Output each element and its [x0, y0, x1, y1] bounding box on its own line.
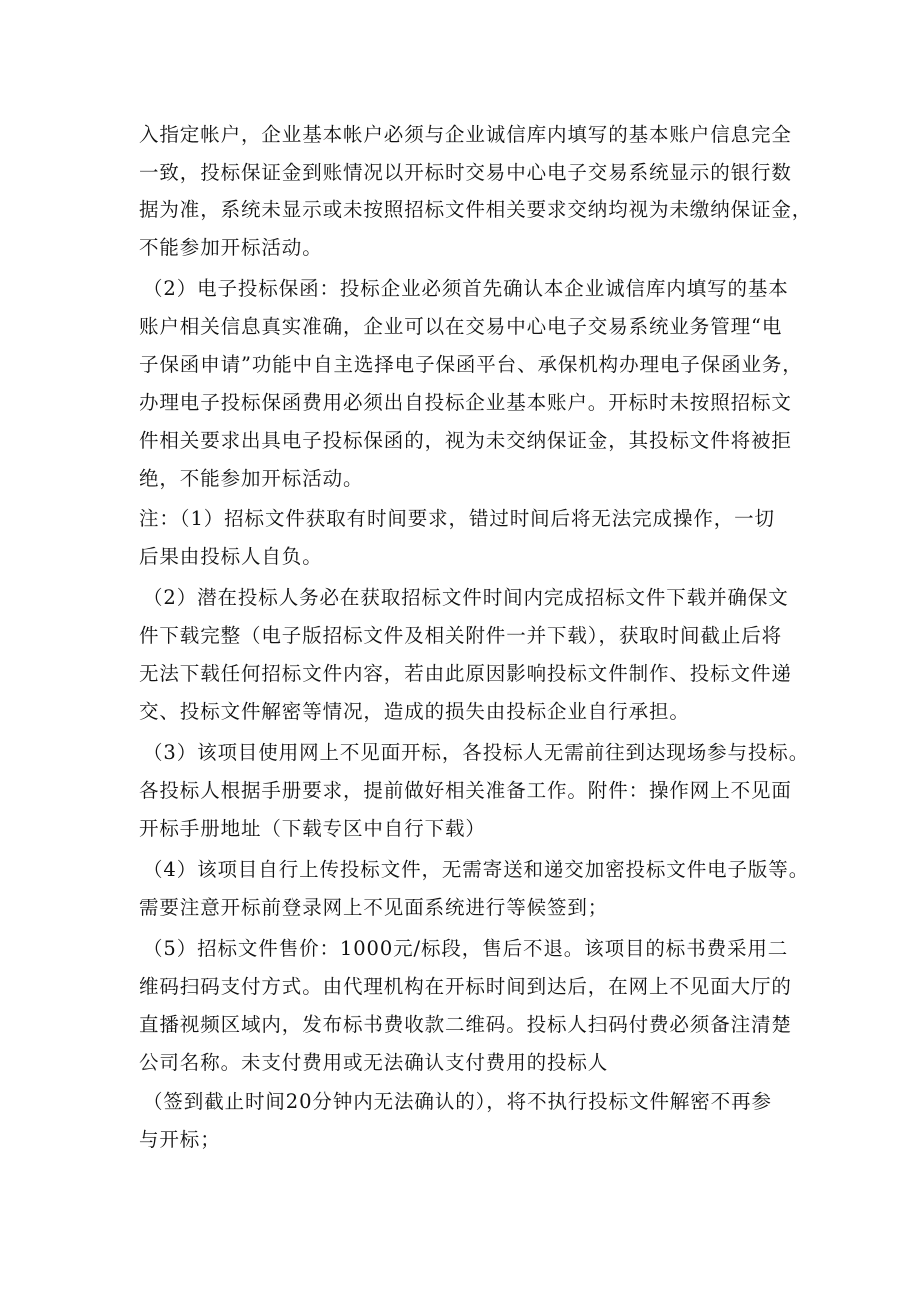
text-line: （签到截止时间20分钟内无法确认的），将不执行投标文件解密不再参 [143, 1090, 772, 1113]
text-line: 据为准，系统未显示或未按照招标文件相关要求交纳均视为未缴纳保证金， [139, 198, 813, 221]
text-line: （3）该项目使用网上不见面开标，各投标人无需前往到达现场参与投标。 [143, 741, 810, 764]
text-line: 一致，投标保证金到账情况以开标时交易中心电子交易系统显示的银行数 [139, 161, 792, 184]
text-line: 开标手册地址（下载专区中自行下载） [139, 817, 486, 840]
text-line: 入指定帐户，企业基本帐户必须与企业诚信库内填写的基本账户信息完全 [139, 123, 792, 146]
text-line: （2）电子投标保函：投标企业必须首先确认本企业诚信库内填写的基本 [143, 277, 789, 300]
text-line: 件下载完整（电子版招标文件及相关附件一并下载），获取时间截止后将 [139, 624, 783, 647]
text-line: 无法下载任何招标文件内容，若由此原因影响投标文件制作、投标文件递 [139, 662, 792, 685]
text-line: 子保函申请”功能中自主选择电子保函平台、承保机构办理电子保函业务， [139, 353, 803, 376]
text-line: 绝，不能参加开标活动。 [139, 467, 364, 490]
text-line: （4）该项目自行上传投标文件，无需寄送和递交加密投标文件电子版等。 [143, 858, 810, 881]
text-line: （2）潜在投标人务必在获取招标文件时间内完成招标文件下载并确保文 [143, 586, 789, 609]
text-line: 与开标； [139, 1128, 221, 1151]
text-line: 交、投标文件解密等情况，造成的损失由投标企业自行承担。 [139, 700, 690, 723]
text-line: 后果由投标人自负。 [139, 545, 323, 568]
text-line: 各投标人根据手册要求，提前做好相关准备工作。附件：操作网上不见面 [139, 779, 792, 802]
text-line: 件相关要求出具电子投标保函的，视为未交纳保证金，其投标文件将被拒 [139, 429, 792, 452]
text-line: 需要注意开标前登录网上不见面系统进行等候签到； [139, 896, 609, 919]
text-line: 维码扫码支付方式。由代理机构在开标时间到达后，在网上不见面大厅的 [139, 975, 792, 998]
text-line: 不能参加开标活动。 [139, 236, 323, 259]
text-line: （5）招标文件售价：1000元/标段，售后不退。该项目的标书费采用二 [143, 937, 789, 960]
text-line: 直播视频区域内，发布标书费收款二维码。投标人扫码付费必须备注清楚 [139, 1013, 792, 1036]
text-line: 账户相关信息真实准确，企业可以在交易中心电子交易系统业务管理“电 [139, 315, 783, 338]
text-line: 公司名称。未支付费用或无法确认支付费用的投标人 [139, 1051, 609, 1074]
text-line: 办理电子投标保函费用必须出自投标企业基本账户。开标时未按照招标文 [139, 391, 792, 414]
text-line: 注：（1）招标文件获取有时间要求，错过时间后将无法完成操作，一切 [139, 507, 775, 530]
